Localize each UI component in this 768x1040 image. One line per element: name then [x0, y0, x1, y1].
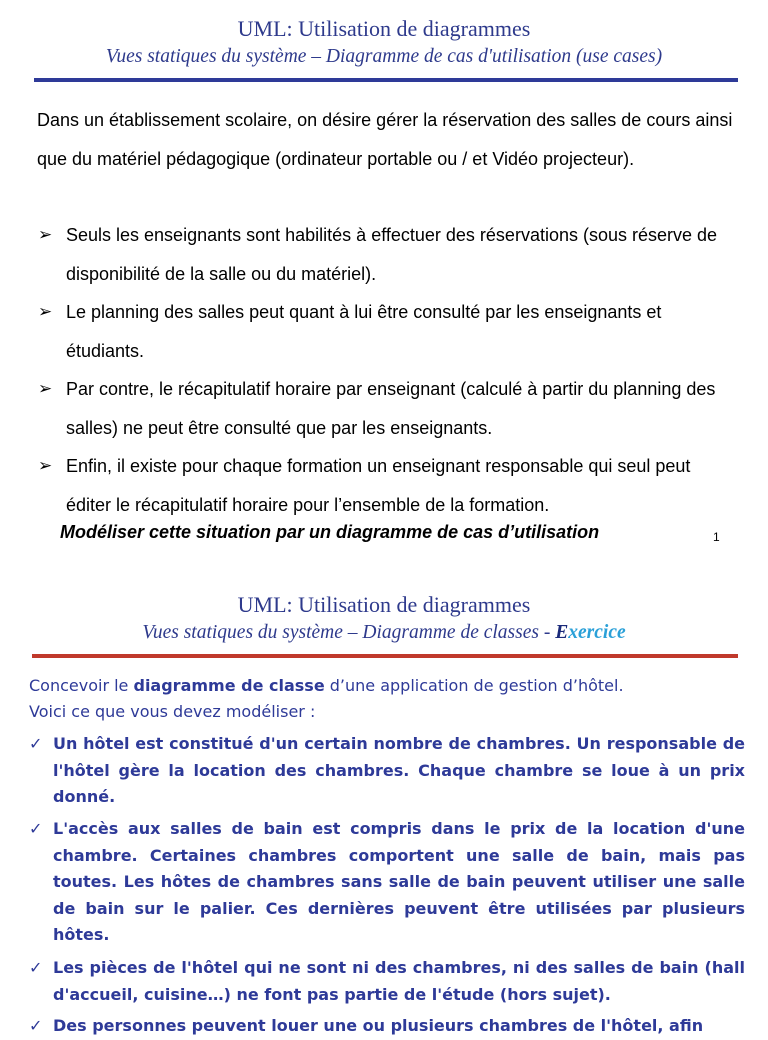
exercise-initial: E: [555, 622, 569, 643]
slide-subtitle: Vues statiques du système – Diagramme de cas d'utilisation (use cases): [105, 46, 663, 67]
bullet-text: Le planning des salles peut quant à lui être consulté par les enseignants et étudiants.: [66, 302, 662, 361]
checklist-item: [29, 955, 745, 1008]
slide-title: UML: Utilisation de diagrammes: [237, 16, 531, 41]
bullet-text: Seuls les enseignants sont habilités à effectuer des réservations (sous réserve de disponibilité de la salle ou du matériel).: [66, 225, 718, 284]
bullet-item: [38, 447, 738, 524]
title-divider: [32, 654, 738, 658]
checklist-text: Les pièces de l'hôtel qui ne sont ni des chambres, ni des salles de bain (hall d'accueil, cuisine…) ne font pas partie de l'étude (hors sujet).: [53, 958, 745, 1004]
checkmark-icon: ✓: [29, 958, 43, 977]
arrow-bullet-icon: ➢: [38, 379, 53, 398]
bullet-text: Enfin, il existe pour chaque formation un enseignant responsable qui seul peut éditer le récapitulatif horaire pour l’ensemble de la formation.: [66, 456, 691, 515]
title-divider: [34, 78, 738, 82]
slide-class-diagram: [0, 560, 768, 1035]
checklist-item: [29, 731, 745, 811]
bullet-item: [38, 293, 738, 370]
exercise-rest: xercice: [568, 622, 626, 643]
checklist-item: [29, 816, 745, 949]
checkmark-icon: ✓: [29, 819, 43, 838]
arrow-bullet-icon: ➢: [38, 456, 53, 475]
checkmark-icon: ✓: [29, 734, 43, 753]
checklist-text: L'accès aux salles de bain est compris dans le prix de la location d'une chambre. Certaines chambres comportent une salle de bain, mais pas toutes. Les hôtes de chambres sans salle de bain peuvent utiliser une salle de bain sur le palier. Ces dernières peuvent être utilisées par plusieurs hôtes.: [53, 819, 745, 944]
intro-paragraph: [29, 673, 745, 725]
checklist-text: Des personnes peuvent louer une ou plusieurs chambres de l'hôtel, afin: [53, 1016, 704, 1035]
intro-text-end: d’une application de gestion d’hôtel.: [324, 676, 624, 695]
bullet-item: [38, 216, 738, 293]
slide-title: UML: Utilisation de diagrammes: [237, 592, 531, 617]
slide-subtitle: [0, 622, 768, 644]
intro-line-2: Voici ce que vous devez modéliser :: [29, 702, 316, 721]
page-number: 1: [713, 530, 720, 544]
arrow-bullet-icon: ➢: [38, 302, 53, 321]
bullet-item: [38, 370, 738, 447]
subtitle-text: Vues statiques du système – Diagramme de classes -: [142, 622, 556, 643]
intro-text: Concevoir le: [29, 676, 134, 695]
intro-paragraph: Dans un établissement scolaire, on désire gérer la réservation des salles de cours ainsi que du matériel pédagogique (ordinateur portable ou / et Vidéo projecteur).: [37, 110, 733, 169]
task-instruction: Modéliser cette situation par un diagramme de cas d’utilisation: [60, 522, 600, 542]
checklist-text: Un hôtel est constitué d'un certain nombre de chambres. Un responsable de l'hôtel gère la location des chambres. Chaque chambre se loue à un prix donné.: [53, 734, 745, 806]
exercise-label: [555, 622, 625, 643]
checkmark-icon: ✓: [29, 1016, 43, 1035]
intro-emphasis: diagramme de classe: [133, 676, 325, 695]
bullet-text: Par contre, le récapitulatif horaire par enseignant (calculé à partir du planning des salles) ne peut être consulté que par les enseignants.: [66, 379, 716, 438]
arrow-bullet-icon: ➢: [38, 225, 53, 244]
checklist-item: [29, 1013, 745, 1040]
